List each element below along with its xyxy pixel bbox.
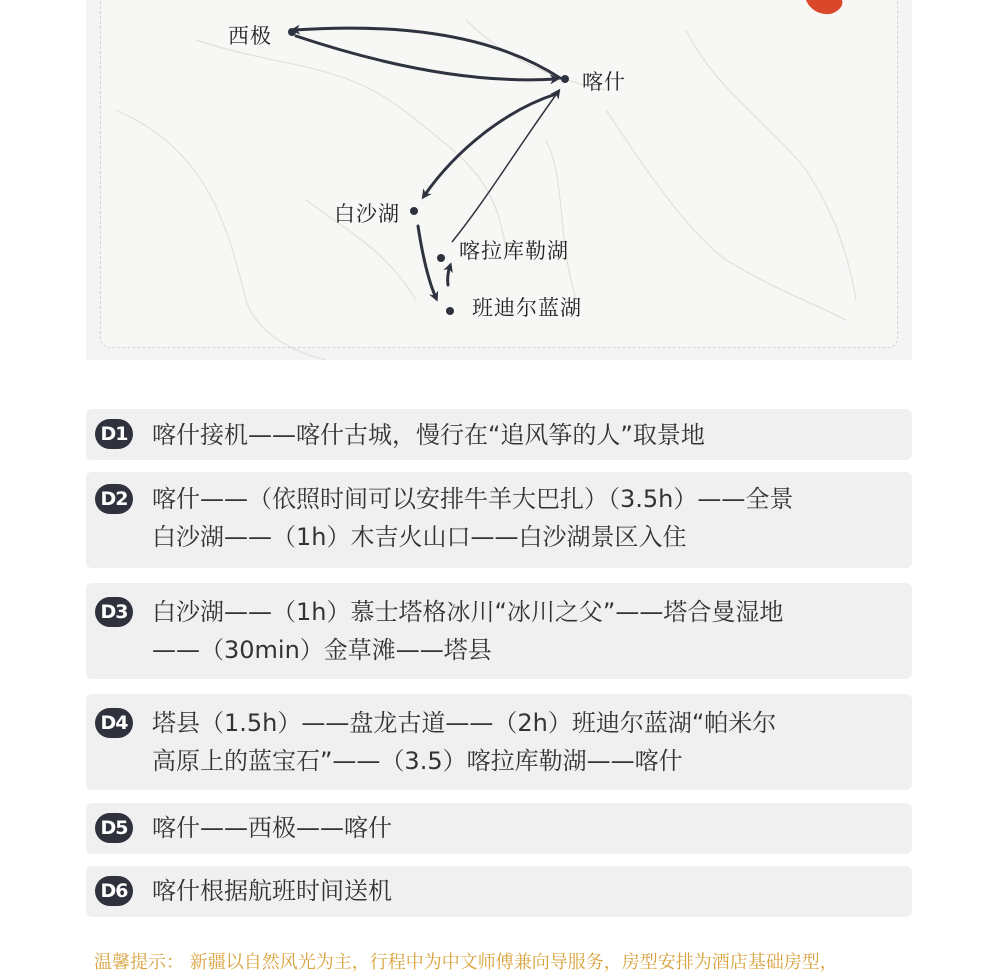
- place-label-xiji: 西极: [228, 24, 272, 48]
- place-dot-xiji: [288, 28, 296, 36]
- itinerary-day-4: [86, 694, 912, 790]
- place-dot-bandier: [446, 307, 454, 315]
- day-description: 白沙湖——（1h）慕士塔格冰川“冰川之父”——塔合曼湿地 ——（30min）金草滩——塔县: [152, 598, 784, 664]
- day-description: 喀什——（依照时间可以安排牛羊大巴扎）（3.5h）——全景 白沙湖——（1h）木吉火山口——白沙湖景区入住: [152, 485, 794, 551]
- itinerary-day-1: [86, 409, 912, 460]
- day-badge: D4: [95, 708, 133, 738]
- place-label-baishahu: 白沙湖: [334, 202, 400, 226]
- day-description: 喀什——西极——喀什: [152, 814, 392, 842]
- day-badge: D3: [95, 597, 133, 627]
- travel-notice: 温馨提示： 新疆以自然风光为主，行程中为中文师傅兼向导服务，房型安排为酒店基础房型，: [94, 952, 838, 973]
- day-badge: D2: [95, 484, 133, 514]
- place-dot-kalakule: [437, 254, 445, 262]
- place-dot-kashi: [561, 75, 569, 83]
- itinerary-day-2: [86, 472, 912, 568]
- day-description: 喀什接机——喀什古城，慢行在“追风筝的人”取景地: [152, 421, 705, 449]
- day-description: 塔县（1.5h）——盘龙古道——（2h）班迪尔蓝湖“帕米尔 高原上的蓝宝石”——（3.5）喀拉库勒湖——喀什: [152, 709, 777, 775]
- itinerary-day-3: [86, 583, 912, 679]
- place-label-kashi: 喀什: [582, 70, 626, 94]
- place-label-bandier: 班迪尔蓝湖: [472, 296, 582, 320]
- place-dot-baishahu: [410, 207, 418, 215]
- route-map: [86, 0, 912, 360]
- highlighted-region: [806, 0, 842, 14]
- itinerary-day-6: [86, 866, 912, 917]
- route-thin: [452, 92, 558, 242]
- day-description: 喀什根据航班时间送机: [152, 877, 392, 905]
- itinerary-day-5: [86, 803, 912, 854]
- day-badge: D1: [95, 419, 133, 449]
- day-badge: D6: [95, 876, 133, 906]
- place-label-kalakule: 喀拉库勒湖: [459, 239, 569, 263]
- day-badge: D5: [95, 813, 133, 843]
